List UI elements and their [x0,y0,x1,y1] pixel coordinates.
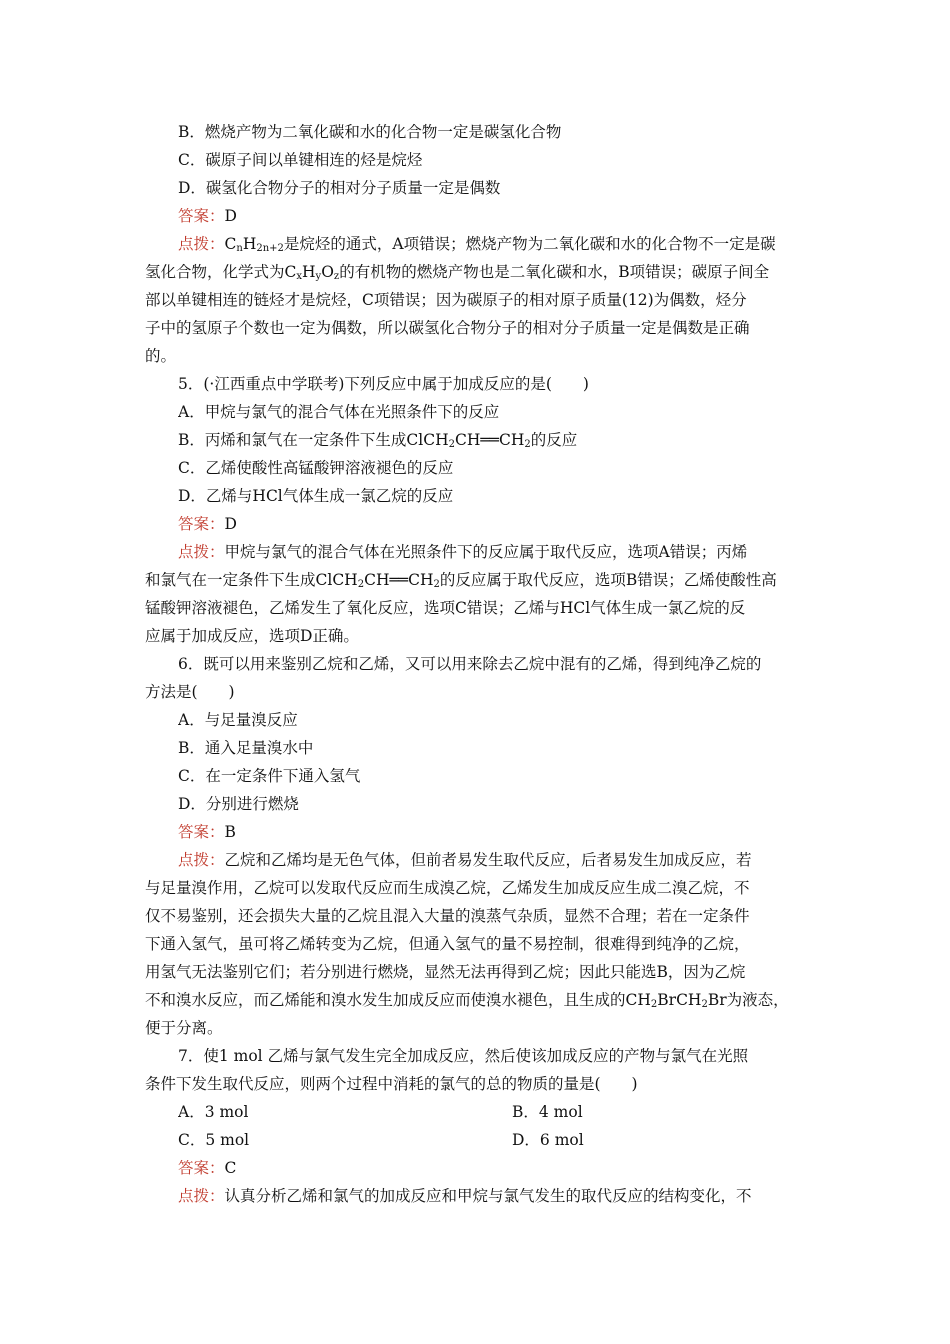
q6-option-a: A．与足量溴反应 [178,711,298,729]
q7-hint-line [178,1182,818,1210]
subscript: 2 [448,439,455,450]
q5-hint-line [145,566,815,594]
q6-hint-line: 与足量溴作用，乙烷可以发取代反应而生成溴乙烷，乙烯发生加成反应生成二溴乙烷，不 [145,879,750,897]
q6-option-b: B．通入足量溴水中 [178,739,314,757]
q6-hint-line [178,846,818,874]
hint-text: 氢化合物，化学式为C [145,263,297,281]
subscript: x [296,271,303,282]
q5-option-a: A．甲烷与氯气的混合气体在光照条件下的反应 [178,403,500,421]
hint-text: 不和溴水反应，而乙烯能和溴水发生加成反应而使溴水褪色，且生成的CH [145,991,651,1009]
answer-value: C [224,1159,237,1177]
q6-hint-line: 便于分离。 [145,1019,223,1037]
q4-hint-line: 子中的氢原子个数也一定为偶数，所以碳氢化合物分子的相对分子质量一定是偶数是正确 [145,319,750,337]
hint-text: C [224,235,237,253]
answer-value: B [224,823,236,841]
answer-label: 答案： [178,515,225,533]
subscript: 2n+2 [256,243,284,254]
subscript: n [236,243,243,254]
q7-option-b: B．4 mol [512,1103,583,1121]
q6-stem-line: 6．既可以用来鉴别乙烷和乙烯，又可以用来除去乙烷中混有的乙烯，得到纯净乙烷的 [178,655,762,673]
q6-answer [178,818,848,846]
hint-text: O [321,263,334,281]
answer-label: 答案： [178,1159,225,1177]
hint-text: 甲烷与氯气的混合气体在光照条件下的反应属于取代反应，选项A错误；丙烯 [224,543,748,561]
subscript: 2 [433,579,440,590]
answer-label: 答案： [178,823,225,841]
hint-label: 点拨： [178,543,225,561]
q7-answer [178,1154,848,1182]
q5-hint-line: 锰酸钾溶液褪色，乙烯发生了氧化反应，选项C错误；乙烯与HCl气体生成一氯乙烷的反 [145,599,746,617]
q5-answer [178,510,848,538]
q4-option-b: B．燃烧产物为二氧化碳和水的化合物一定是碳氢化合物 [178,123,562,141]
hint-text: 认真分析乙烯和氯气的加成反应和甲烷与氯气发生的取代反应的结构变化，不 [224,1187,752,1205]
q4-hint-line: 部以单键相连的链烃才是烷烃，C项错误；因为碳原子的相对原子质量(12)为偶数，烃分 [145,291,747,309]
q5-option-c: C．乙烯使酸性高锰酸钾溶液褪色的反应 [178,459,454,477]
hint-label: 点拨： [178,851,225,869]
hint-text: CH══CH [364,571,434,589]
q7-option-d: D．6 mol [512,1131,584,1149]
q4-hint-line [145,258,815,286]
q6-stem-line: 方法是( ) [145,683,235,701]
hint-text: 的反应属于取代反应，选项B错误；乙烯使酸性高 [439,571,777,589]
q7-stem-line: 7．使1 mol 乙烯与氯气发生完全加成反应，然后使该加成反应的产物与氯气在光照 [178,1047,749,1065]
q4-answer [178,202,848,230]
option-text: CH══CH [454,431,525,449]
q7-stem-line: 条件下发生取代反应，则两个过程中消耗的氯气的总的物质的量是( ) [145,1075,638,1093]
subscript: 2 [524,439,531,450]
q6-hint-line: 用氢气无法鉴别它们；若分别进行燃烧，显然无法再得到乙烷；因此只能选B，因为乙烷 [145,963,746,981]
subscript: y [315,271,322,282]
q6-option-c: C．在一定条件下通入氢气 [178,767,361,785]
q6-option-d: D．分别进行燃烧 [178,795,299,813]
answer-value: D [224,515,237,533]
subscript: 2 [650,999,658,1010]
q5-option-d: D．乙烯与HCl气体生成一氯乙烷的反应 [178,487,454,505]
q5-stem: 5．(·江西重点中学联考)下列反应中属于加成反应的是( ) [178,375,589,393]
option-text: 的反应 [530,431,578,449]
q7-option-c: C．5 mol [178,1131,250,1149]
hint-label: 点拨： [178,1187,225,1205]
hint-text: 和氯气在一定条件下生成ClCH [145,571,358,589]
hint-label: 点拨： [178,235,225,253]
q4-option-c: C．碳原子间以单键相连的烃是烷烃 [178,151,423,169]
answer-value: D [224,207,237,225]
subscript: 2 [701,999,708,1010]
hint-text: 的有机物的燃烧产物也是二氧化碳和水，B项错误；碳原子间全 [339,263,770,281]
hint-text: 是烷烃的通式，A项错误；燃烧产物为二氧化碳和水的化合物不一定是碳 [283,235,776,253]
q5-hint-line [178,538,818,566]
q4-hint-line [178,230,818,258]
q6-hint-line: 下通入氢气，虽可将乙烯转变为乙烷，但通入氢气的量不易控制，很难得到纯净的乙烷， [145,935,750,953]
subscript: z [333,271,340,282]
q6-hint-line: 仅不易鉴别，还会损失大量的乙烷且混入大量的溴蒸气杂质，显然不合理；若在一定条件 [145,907,750,925]
answer-label: 答案： [178,207,225,225]
q5-option-b [178,426,848,454]
hint-text: Br为液态， [707,991,789,1009]
subscript: 2 [357,579,365,590]
q6-hint-line [145,986,815,1014]
option-text: B．丙烯和氯气在一定条件下生成ClCH [178,431,449,449]
q5-hint-line: 应属于加成反应，选项D正确。 [145,627,359,645]
hint-text: H [242,235,257,253]
q7-option-a: A．3 mol [178,1103,249,1121]
hint-text: BrCH [657,991,702,1009]
q4-hint-line: 的。 [145,347,177,365]
q4-option-d: D．碳氢化合物分子的相对分子质量一定是偶数 [178,179,501,197]
hint-text: H [302,263,316,281]
hint-text: 乙烷和乙烯均是无色气体，但前者易发生取代反应，后者易发生加成反应，若 [224,851,752,869]
